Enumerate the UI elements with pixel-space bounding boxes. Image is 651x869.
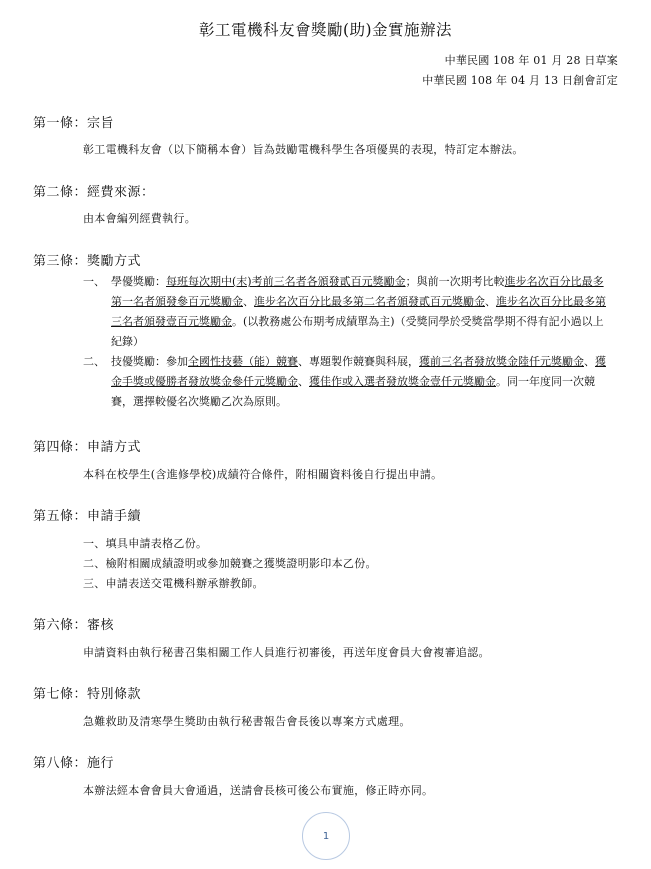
article-3-item-1	[83, 272, 613, 352]
item-number: 二、	[83, 355, 105, 368]
article-5-step-1: 一、填具申請表格乙份。	[83, 537, 208, 550]
article-3-heading: 第三條：獎勵方式	[33, 254, 142, 269]
article-7-body: 急難救助及清寒學生獎助由執行秘書報告會長後以專案方式處理。	[83, 715, 411, 728]
article-6-heading: 第六條：審核	[33, 618, 115, 633]
draft-date: 中華民國 108 年 01 月 28 日草案	[444, 54, 618, 67]
page-number-text: 1	[322, 830, 330, 842]
article-4-body: 本科在校學生(含進修學校)成績符合條件，附相關資料後自行提出申請。	[83, 468, 443, 481]
article-4-heading: 第四條：申請方式	[33, 440, 142, 455]
article-8-body: 本辦法經本會會員大會通過，送請會長核可後公布實施，修正時亦同。	[83, 784, 434, 797]
article-5-step-2: 二、檢附相關成績證明或參加競賽之獲獎證明影印本乙份。	[83, 557, 377, 570]
academic-award-text: 學優獎勵：每班每次期中(末)考前三名者各頒發貳百元獎勵金；與前一次期考比較進步名次百分比最多第一名者頒發參百元獎勵金、進步名次百分比最多第二名者頒發貳百元獎勵金、進步名次百分比最多第三名者頒發壹百元獎勵金。(以教務處公布期考成績單為主)（受獎同學於受獎當學期不得有記小過以上紀錄）	[111, 275, 606, 348]
page-number	[302, 812, 350, 860]
article-1-heading: 第一條：宗旨	[33, 116, 115, 131]
article-3-item-2	[83, 352, 613, 412]
article-7-heading: 第七條：特別條款	[33, 687, 142, 702]
article-5-heading: 第五條：申請手續	[33, 509, 142, 524]
founding-date: 中華民國 108 年 04 月 13 日創會訂定	[422, 74, 618, 87]
skill-award-text: 技優獎勵：參加全國性技藝（能）競賽、專題製作競賽與科展，獲前三名者發放獎金陸仟元獎勵金、獲金手獎或優勝者發放獎金參仟元獎勵金、獲佳作或入選者發放獎金壹仟元獎勵金。同一年度同一次競賽，選擇較優名次獎勵乙次為原則。	[111, 355, 606, 408]
article-1-body: 彰工電機科友會（以下簡稱本會）旨為鼓勵電機科學生各項優異的表現，特訂定本辦法。	[83, 143, 524, 156]
document-title: 彰工電機科友會獎勵(助)金實施辦法	[198, 21, 453, 39]
article-5-step-3: 三、申請表送交電機科辦承辦教師。	[83, 577, 264, 590]
article-6-body: 申請資料由執行秘書召集相關工作人員進行初審後，再送年度會員大會複審追認。	[83, 646, 490, 659]
article-2-body: 由本會編列經費執行。	[83, 212, 196, 225]
item-number: 一、	[83, 275, 105, 288]
article-2-heading: 第二條：經費來源：	[33, 185, 155, 200]
article-8-heading: 第八條：施行	[33, 756, 115, 771]
